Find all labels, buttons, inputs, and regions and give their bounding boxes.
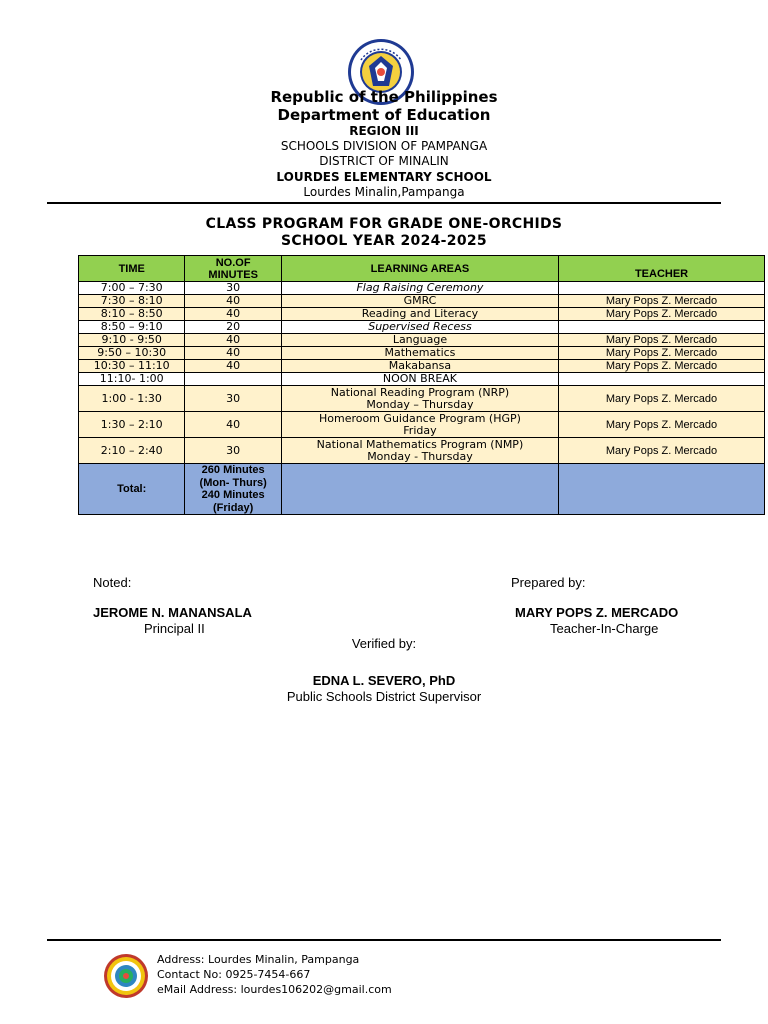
table-row: 1:30 – 2:10 40 Homeroom Guidance Program (HGP) Friday Mary Pops Z. Mercado (79, 412, 765, 438)
table-row: 7:00 – 7:30 30 Flag Raising Ceremony (79, 282, 765, 295)
region-line: REGION III (349, 124, 419, 138)
noted-label: Noted: (93, 575, 132, 590)
table-row: 8:50 – 9:10 20 Supervised Recess (79, 321, 765, 334)
division-line: SCHOOLS DIVISION OF PAMPANGA (280, 139, 488, 153)
footer-address: Address: Lourdes Minalin, Pampanga (157, 953, 360, 966)
total-minutes: 260 Minutes (Mon- Thurs) 240 Minutes (Friday) (185, 464, 281, 515)
verified-label: Verified by: (351, 636, 417, 651)
department-heading: Department of Education (277, 106, 491, 124)
republic-heading: Republic of the Philippines (270, 88, 498, 106)
table-row: 11:10- 1:00 NOON BREAK (79, 373, 765, 386)
table-row: 2:10 – 2:40 30 National Mathematics Program (NMP) Monday - Thursday Mary Pops Z. Mercado (79, 438, 765, 464)
table-row: 9:50 – 10:30 40 Mathematics Mary Pops Z. Mercado (79, 347, 765, 360)
header-teacher: TEACHER (559, 256, 765, 282)
table-row: 10:30 – 11:10 40 Makabansa Mary Pops Z. Mercado (79, 360, 765, 373)
supervisor-title: Public Schools District Supervisor (286, 689, 482, 704)
table-row: 7:30 – 8:10 40 GMRC Mary Pops Z. Mercado (79, 295, 765, 308)
school-location: Lourdes Minalin,Pampanga (303, 185, 465, 199)
school-logo (103, 953, 149, 999)
school-name: LOURDES ELEMENTARY SCHOOL (276, 170, 492, 184)
total-label: Total: (79, 464, 185, 515)
header-minutes: NO.OF MINUTES (185, 256, 281, 282)
footer-email: eMail Address: lourdes106202@gmail.com (157, 983, 392, 996)
supervisor-name: EDNA L. SEVERO, PhD (312, 673, 456, 688)
prepared-label: Prepared by: (511, 575, 586, 590)
principal-title: Principal II (144, 621, 205, 636)
school-year-title: SCHOOL YEAR 2024-2025 (281, 233, 487, 249)
header-learning-areas: LEARNING AREAS (281, 256, 558, 282)
class-program-table (78, 255, 765, 515)
total-row (79, 464, 765, 515)
footer-divider (47, 939, 721, 941)
footer-contact: Contact No: 0925-7454-667 (157, 968, 311, 981)
teacher-title: Teacher-In-Charge (550, 621, 659, 636)
district-line: DISTRICT OF MINALIN (319, 154, 449, 168)
program-title: CLASS PROGRAM FOR GRADE ONE-ORCHIDS (205, 216, 563, 232)
principal-name: JEROME N. MANANSALA (93, 605, 252, 620)
table-row: 1:00 - 1:30 30 National Reading Program (NRP) Monday – Thursday Mary Pops Z. Mercado (79, 386, 765, 412)
teacher-name: MARY POPS Z. MERCADO (515, 605, 679, 620)
table-header-row (79, 256, 765, 282)
header-time: TIME (79, 256, 185, 282)
header-divider (47, 202, 721, 204)
table-row: 8:10 – 8:50 40 Reading and Literacy Mary Pops Z. Mercado (79, 308, 765, 321)
table-row: 9:10 - 9:50 40 Language Mary Pops Z. Mercado (79, 334, 765, 347)
